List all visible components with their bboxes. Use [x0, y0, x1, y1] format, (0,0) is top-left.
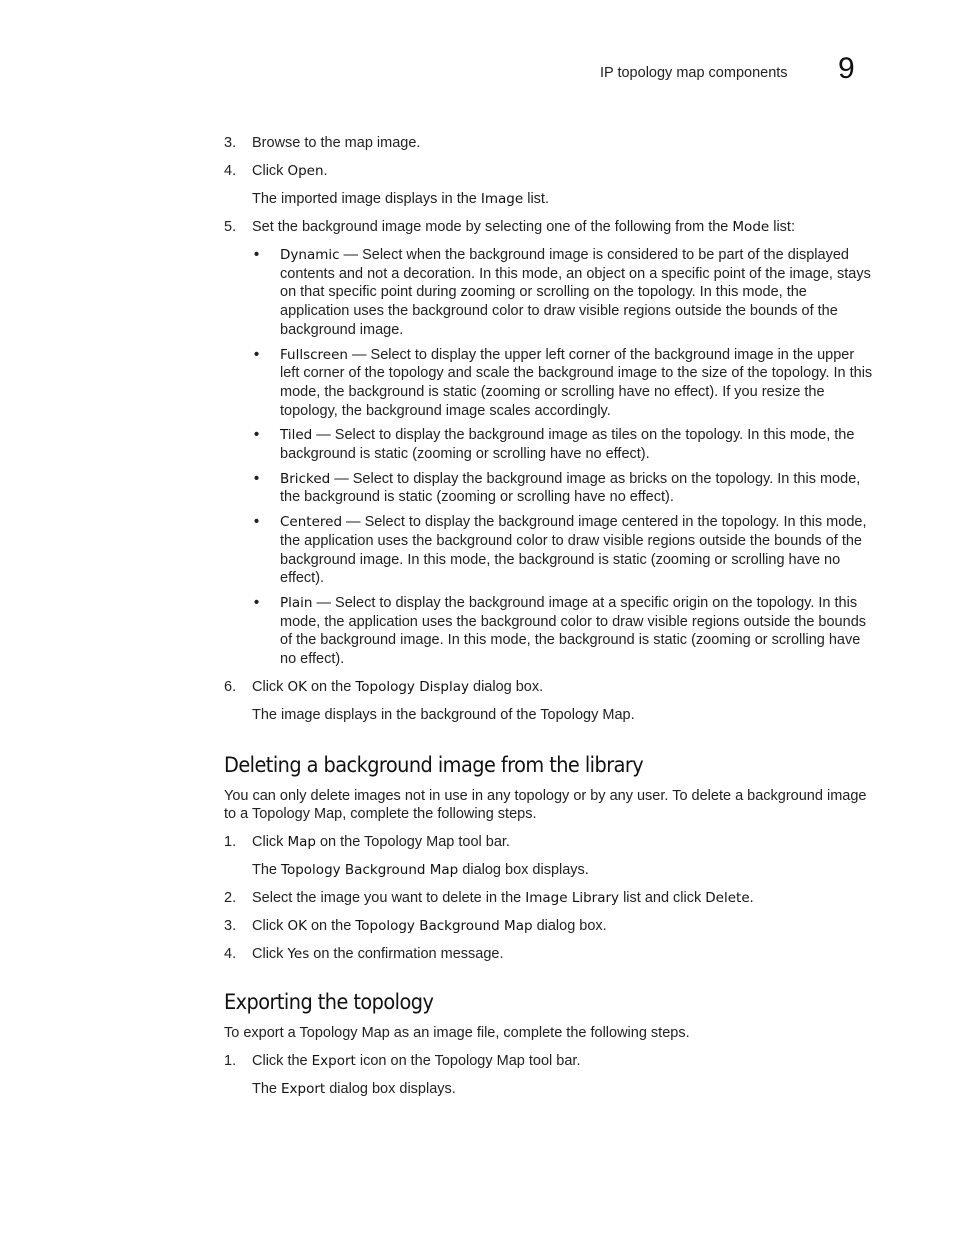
bullet-icon: •	[254, 346, 260, 363]
step-number: 1.	[224, 1053, 237, 1070]
step-number: 5.	[224, 219, 237, 235]
mode-item-centered	[224, 513, 874, 588]
ui-term-image: Image	[480, 191, 524, 207]
step-text-pre: Click	[252, 679, 288, 696]
step-number: 3.	[224, 918, 237, 935]
mode-name: Fullscreen	[280, 346, 348, 363]
step-text-post: .	[323, 163, 328, 179]
bullet-icon: •	[254, 427, 260, 444]
step-number: 6.	[224, 679, 237, 696]
delete-step-3	[224, 917, 874, 936]
delete-step-4	[224, 945, 874, 964]
mode-description: — Select to display the background image centered in the topology. In this mode, the application uses the background color to draw visible regions outside the bounds of the background image. In this mode, the background is static (zooming or scrolling have no effect).	[280, 514, 867, 587]
bullet-icon: •	[254, 247, 260, 263]
page-content	[224, 134, 874, 1099]
mode-item-dynamic	[224, 246, 874, 340]
step-text-post: dialog box.	[532, 918, 607, 935]
step-text-post: on the Topology Map tool bar.	[315, 834, 510, 851]
note-post: dialog box displays.	[325, 1081, 456, 1098]
ui-term-topology-display: Topology Display	[355, 679, 469, 696]
step-text-mid: on the	[306, 918, 356, 935]
mode-item-plain	[224, 594, 874, 669]
ui-term-topology-background-map: Topology Background Map	[281, 862, 459, 879]
section-export-intro: To export a Topology Map as an image file, complete the following steps.	[224, 1025, 690, 1042]
step-text-post: dialog box.	[468, 679, 544, 696]
mode-name: Centered	[280, 514, 343, 531]
step-4	[224, 162, 874, 181]
step-text-post: .	[749, 890, 754, 907]
export-step-1-note	[224, 1080, 874, 1099]
mode-item-fullscreen	[224, 346, 874, 421]
mode-name: Dynamic	[280, 247, 340, 263]
ui-term-export: Export	[281, 1081, 326, 1098]
section-delete-intro: You can only delete images not in use in any topology or by any user. To delete a background image to a Topology Map, complete the following steps.	[224, 787, 867, 823]
mode-item-bricked	[224, 470, 874, 507]
mode-name: Plain	[280, 594, 313, 611]
note-post: dialog box displays.	[458, 862, 589, 879]
ui-term-ok: OK	[287, 918, 307, 935]
ui-term-ok: OK	[287, 679, 307, 696]
note-pre: The imported image displays in the	[252, 191, 481, 207]
step-text-pre: Select the image you want to delete in the	[252, 890, 526, 907]
ui-term-topology-background-map: Topology Background Map	[355, 918, 533, 935]
step-6	[224, 678, 874, 697]
mode-description: — Select when the background image is considered to be part of the displayed contents and not a decoration. In this mode, an object on a specific point of the image, stays on that specific point during zooming or scrolling on the topology. In this mode, the application uses the background color to draw visible regions outside the bounds of the background image.	[280, 247, 871, 338]
step-number: 3.	[224, 135, 237, 151]
export-step-1	[224, 1052, 874, 1071]
ui-term-image-library: Image Library	[525, 890, 620, 907]
mode-description: — Select to display the background image at a specific origin on the topology. In this mode, the application uses the background color to draw visible regions outside the bounds of the background image. In this mode, the background is static (zooming or scrolling have no effect).	[280, 594, 867, 668]
mode-name: Tiled	[280, 427, 313, 444]
ui-term-map: Map	[287, 834, 316, 851]
mode-name: Bricked	[280, 470, 331, 487]
section-heading-export: Exporting the topology	[224, 990, 434, 1015]
step-text-mid: on the	[306, 679, 356, 696]
step-5	[224, 218, 874, 237]
bullet-icon: •	[254, 514, 260, 531]
delete-step-2	[224, 889, 874, 908]
step-text-post: on the confirmation message.	[309, 946, 504, 963]
mode-item-tiled	[224, 426, 874, 463]
ui-term-mode: Mode	[732, 219, 770, 235]
step-text-mid: list and click	[619, 890, 706, 907]
step-3	[224, 134, 874, 153]
step-text-pre: Click	[252, 163, 288, 179]
step-number: 1.	[224, 834, 237, 851]
step-text: Browse to the map image.	[252, 135, 421, 151]
mode-description: — Select to display the background image as tiles on the topology. In this mode, the background is static (zooming or scrolling have no effect).	[280, 427, 855, 463]
step-6-note: The image displays in the background of the Topology Map.	[252, 707, 635, 724]
step-text-post: list:	[769, 219, 795, 235]
section-heading-delete: Deleting a background image from the library	[224, 752, 644, 777]
step-number: 4.	[224, 946, 237, 963]
ui-term-export: Export	[311, 1053, 356, 1070]
step-number: 2.	[224, 890, 237, 907]
step-4-note	[224, 190, 874, 209]
step-text-pre: Click	[252, 834, 288, 851]
note-pre: The	[252, 862, 282, 879]
header-section-title: IP topology map components	[600, 65, 788, 81]
ui-term-delete: Delete	[705, 890, 750, 907]
mode-description: — Select to display the background image as bricks on the topology. In this mode, the background is static (zooming or scrolling have no effect).	[280, 470, 861, 506]
step-text-post: icon on the Topology Map tool bar.	[355, 1053, 581, 1070]
mode-description: — Select to display the upper left corner of the background image in the upper left corner of the topology and scale the background image to the size of the topology. In this mode, the background is static (zooming or scrolling have no effect). If you resize the topology, the background image scales accordingly.	[280, 346, 873, 419]
note-post: list.	[523, 191, 549, 207]
ui-term-open: Open	[287, 163, 324, 179]
step-text-pre: Click	[252, 946, 288, 963]
step-text-pre: Click the	[252, 1053, 312, 1070]
step-text-pre: Click	[252, 918, 288, 935]
delete-step-1-note	[224, 861, 874, 880]
ui-term-yes: Yes	[287, 946, 310, 963]
note-pre: The	[252, 1081, 282, 1098]
chapter-number: 9	[838, 52, 855, 85]
bullet-icon: •	[254, 594, 260, 611]
delete-step-1	[224, 833, 874, 852]
step-text-pre: Set the background image mode by selecting one of the following from the	[252, 219, 733, 235]
step-number: 4.	[224, 163, 237, 179]
bullet-icon: •	[254, 470, 260, 487]
